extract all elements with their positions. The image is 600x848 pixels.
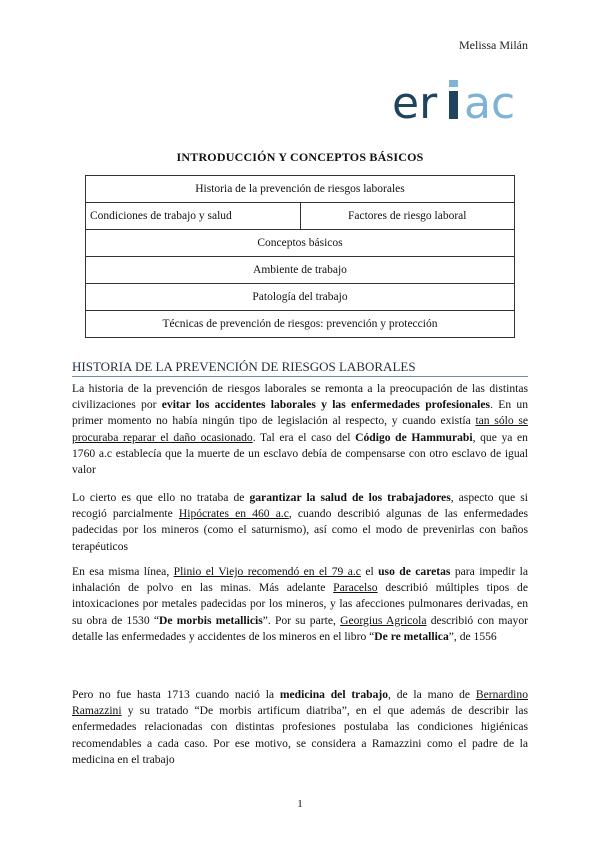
paragraph-4: Pero no fue hasta 1713 cuando nació la medicina del trabajo, de la mano de Bernardino Ramazzini y su tratado “De morbis artificum diatriba”, en el que además de describir las enfermedades relacionadas con distintas profesiones postulaba las condiciones higiénicas recomendables a cada caso. Por ese motivo, se considera a Ramazzini como el padre de la medicina en el trabajo — [72, 688, 528, 766]
section-heading: HISTORIA DE LA PREVENCIÓN DE RIESGOS LABORALES — [72, 359, 528, 377]
page-number: 1 — [297, 798, 303, 810]
topic-cell: Factores de riesgo laboral — [300, 203, 515, 230]
logo-text-left: er — [392, 78, 438, 126]
topic-cell: Conceptos básicos — [86, 230, 515, 257]
paragraph-2: Lo cierto es que ello no trataba de garantizar la salud de los trabajadores, aspecto que si recogió parcialmente Hipócrates en 460 a.c, cuando describió algunas de las enfermedades padecidas por los mineros (como el saturnismo), así como el modo de prevenirlas con baños terapéuticos — [72, 491, 528, 553]
logo-text-right: ac — [464, 78, 516, 126]
topic-cell: Historia de la prevención de riesgos laborales — [86, 176, 515, 203]
logo-bar — [449, 91, 458, 119]
author-name: Melissa Milán — [459, 38, 528, 52]
topics-table — [85, 175, 515, 338]
topic-cell: Patología del trabajo — [86, 284, 515, 311]
topic-cell: Ambiente de trabajo — [86, 257, 515, 284]
logo-dot — [449, 80, 458, 87]
document-title: INTRODUCCIÓN Y CONCEPTOS BÁSICOS — [176, 150, 424, 164]
paragraph-3: En esa misma línea, Plinio el Viejo recomendó en el 79 a.c el uso de caretas para impedir la inhalación de polvo en las minas. Más adelante Paracelso describió múltiples tipos de intoxicaciones por metales padecidas por los mineros, y las afecciones pulmonares derivadas, en su obra de 1530 “De morbis metallicis”. Por su parte, Georgius Agricola describió con mayor detalle las enfermedades y accidentes de los mineros en el libro “De re metallica”, de 1556 — [72, 565, 529, 643]
topic-cell: Condiciones de trabajo y salud — [86, 203, 301, 230]
topic-cell: Técnicas de prevención de riesgos: prevención y protección — [86, 311, 515, 338]
erlac-logo — [392, 78, 522, 126]
paragraph-1: La historia de la prevención de riesgos laborales se remonta a la preocupación de las distintas civilizaciones por evitar los accidentes laborales y las enfermedades profesionales. En un primer momento no había ningún tipo de legislación al respecto, y cuando existía tan sólo se procuraba reparar el daño ocasionado. Tal era el caso del Código de Hammurabi, que ya en 1760 a.c establecía que la muerte de un esclavo debía de compensarse con otro esclavo de igual valor — [72, 382, 528, 477]
